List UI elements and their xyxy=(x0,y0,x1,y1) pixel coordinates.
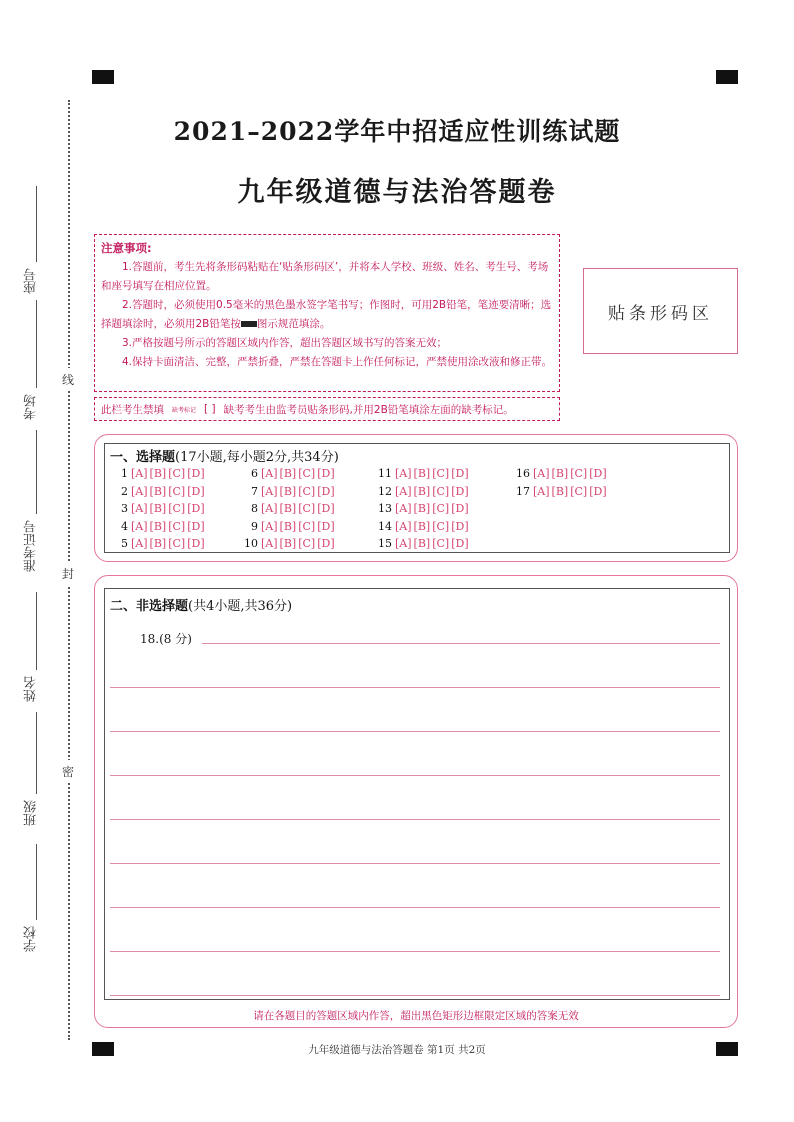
question-number: 17 xyxy=(516,484,530,498)
side-write-line xyxy=(36,430,37,514)
fill-example-icon xyxy=(241,321,257,327)
question-number: 4 xyxy=(121,519,128,533)
registration-mark xyxy=(716,70,738,84)
exam-room-label: 考场 xyxy=(24,394,39,420)
sheet-title: 九年级道德与法治答题卷 xyxy=(237,177,557,208)
answer-bubble[interactable]: [C] xyxy=(168,484,186,498)
answer-bubble[interactable]: [C] xyxy=(168,502,186,515)
choice-question-row xyxy=(508,467,609,480)
question-number: 12 xyxy=(378,484,392,498)
answer-bubble[interactable]: [B] xyxy=(279,484,297,498)
choice-question-row xyxy=(236,520,337,533)
question-number: 8 xyxy=(251,502,258,515)
choice-question-row xyxy=(236,537,337,550)
question-number: 10 xyxy=(244,537,258,550)
answer-bubble[interactable]: [B] xyxy=(279,537,297,550)
answer-bubble[interactable]: [D] xyxy=(451,467,469,480)
answer-bubble[interactable]: [D] xyxy=(187,519,205,533)
side-write-line xyxy=(36,300,37,388)
barcode-area[interactable]: 贴条形码区 xyxy=(583,268,738,354)
answer-bubble[interactable]: [D] xyxy=(187,467,205,480)
choice-question-row xyxy=(236,502,337,515)
answer-bubble[interactable]: [D] xyxy=(317,484,335,498)
answer-bubble[interactable]: [B] xyxy=(149,519,167,533)
question-number: 11 xyxy=(378,467,392,480)
answer-bubble[interactable]: [D] xyxy=(451,484,469,498)
open-section-box xyxy=(104,588,730,1000)
question-18-label: 18.(8 分) xyxy=(140,632,192,646)
absent-row xyxy=(94,397,560,421)
answer-area-warning: 请在各题目的答题区域内作答，超出黑色矩形边框限定区域的答案无效 xyxy=(253,1010,579,1022)
answer-bubble[interactable]: [C] xyxy=(432,519,450,533)
answer-bubble[interactable]: [D] xyxy=(451,502,469,515)
answer-bubble[interactable]: [C] xyxy=(432,502,450,515)
answer-bubble[interactable]: [D] xyxy=(589,467,607,480)
answer-bubble[interactable]: [B] xyxy=(413,484,431,498)
answer-line[interactable] xyxy=(110,687,720,688)
answer-bubble[interactable]: [B] xyxy=(413,537,431,550)
side-write-line xyxy=(36,186,37,262)
choice-question-row xyxy=(236,467,337,480)
seat-number-label: 座号 xyxy=(24,268,39,294)
choice-question-row xyxy=(106,502,207,515)
answer-bubble[interactable]: [A] xyxy=(395,502,412,515)
answer-bubble[interactable]: [B] xyxy=(149,502,167,515)
side-write-line xyxy=(36,592,37,670)
answer-line[interactable] xyxy=(110,951,720,952)
answer-bubble[interactable]: [A] xyxy=(131,467,148,480)
notice-item: 1.答题前，考生先将条形码粘贴在‘贴条形码区’，并将本人学校、班级、姓名、考生号、考场和座号填写在相应位置。 xyxy=(101,261,549,292)
answer-bubble[interactable]: [A] xyxy=(395,519,412,533)
exam-title: 2021–2022学年中招适应性训练试题 xyxy=(173,117,621,146)
choice-question-row xyxy=(106,467,207,480)
answer-bubble[interactable]: [B] xyxy=(149,467,167,480)
choice-question-row xyxy=(106,520,207,533)
answer-line[interactable] xyxy=(110,775,720,776)
class-field[interactable] xyxy=(22,800,42,826)
answer-bubble[interactable]: [D] xyxy=(451,537,469,550)
question-number: 14 xyxy=(378,519,392,533)
answer-bubble[interactable]: [A] xyxy=(261,537,278,550)
question-number: 2 xyxy=(121,484,128,498)
answer-bubble[interactable]: [B] xyxy=(413,502,431,515)
answer-bubble[interactable]: [A] xyxy=(261,467,278,480)
answer-bubble[interactable]: [B] xyxy=(149,537,167,550)
choice-question-row xyxy=(508,485,609,498)
question-number: 6 xyxy=(251,467,258,480)
choice-question-row xyxy=(370,467,471,480)
answer-bubble[interactable]: [C] xyxy=(298,519,316,533)
answer-bubble[interactable]: [D] xyxy=(451,519,469,533)
notice-item: 4.保持卡面清洁、完整，严禁折叠，严禁在答题卡上作任何标记，严禁使用涂改液和修正带。 xyxy=(122,356,553,368)
answer-bubble[interactable]: [C] xyxy=(168,537,186,550)
notice-box xyxy=(94,234,560,392)
answer-bubble[interactable]: [D] xyxy=(187,502,205,515)
choice-question-row xyxy=(236,485,337,498)
notice-title: 注意事项: xyxy=(101,241,152,255)
answer-bubble[interactable]: [A] xyxy=(261,502,278,515)
exam-room-field[interactable] xyxy=(22,394,42,420)
answer-bubble[interactable]: [A] xyxy=(395,537,412,550)
answer-bubble[interactable]: [B] xyxy=(279,519,297,533)
answer-bubble[interactable]: [C] xyxy=(168,467,186,480)
answer-bubble[interactable]: [A] xyxy=(261,484,278,498)
answer-bubble[interactable]: [B] xyxy=(149,484,167,498)
school-label: 学校 xyxy=(24,926,39,952)
answer-line[interactable] xyxy=(110,731,720,732)
answer-bubble[interactable]: [D] xyxy=(317,519,335,533)
choice-section-title: 一、选择题(17小题,每小题2分,共34分) xyxy=(110,450,339,465)
answer-bubble[interactable]: [A] xyxy=(131,519,148,533)
answer-bubble[interactable]: [C] xyxy=(570,484,588,498)
answer-bubble[interactable]: [A] xyxy=(395,467,412,480)
name-field[interactable] xyxy=(22,676,42,702)
question-number: 3 xyxy=(121,502,128,515)
name-label: 姓名 xyxy=(24,676,39,702)
seal-mark-xian: 线 xyxy=(62,368,74,391)
side-write-line xyxy=(36,844,37,920)
answer-bubble[interactable]: [C] xyxy=(432,484,450,498)
answer-bubble[interactable]: [C] xyxy=(298,484,316,498)
question-number: 9 xyxy=(251,519,258,533)
choice-question-row xyxy=(106,537,207,550)
seal-mark-feng: 封 xyxy=(62,562,74,585)
answer-bubble[interactable]: [A] xyxy=(533,484,550,498)
answer-line[interactable] xyxy=(110,995,720,996)
choice-question-row xyxy=(370,485,471,498)
answer-bubble[interactable]: [B] xyxy=(279,467,297,480)
answer-bubble[interactable]: [D] xyxy=(317,537,335,550)
answer-bubble[interactable]: [B] xyxy=(413,467,431,480)
answer-bubble[interactable]: [C] xyxy=(432,537,450,550)
absent-label: 此栏考生禁填 xyxy=(101,403,164,416)
open-section-title: 二、非选择题(共4小题,共36分) xyxy=(110,599,293,614)
answer-bubble[interactable]: [D] xyxy=(317,467,335,480)
question-number: 13 xyxy=(378,502,392,515)
page-footer: 九年级道德与法治答题卷 第1页 共2页 xyxy=(308,1044,486,1056)
notice-item: 2.答题时，必须使用0.5毫米的黑色墨水签字笔书写；作图时，可用2B铅笔，笔迹要清晰；选择题填涂时，必须用2B铅笔按 图示规范填涂。 xyxy=(101,299,552,330)
answer-bubble[interactable]: [A] xyxy=(533,467,550,480)
question-number: 7 xyxy=(251,484,258,498)
seat-number-field[interactable] xyxy=(22,268,42,294)
question-number: 16 xyxy=(516,467,530,480)
notice-item: 3.严格按题号所示的答题区域内作答，超出答题区域书写的答案无效； xyxy=(122,337,448,349)
choice-question-row xyxy=(370,537,471,550)
question-number: 15 xyxy=(378,537,392,550)
side-write-line xyxy=(36,712,37,794)
answer-bubble[interactable]: [A] xyxy=(395,484,412,498)
school-field[interactable] xyxy=(22,926,42,952)
absent-checkbox[interactable]: [ ] xyxy=(204,403,216,415)
answer-bubble[interactable]: [A] xyxy=(261,519,278,533)
answer-bubble[interactable]: [C] xyxy=(298,537,316,550)
admission-number-field[interactable] xyxy=(22,520,42,572)
answer-bubble[interactable]: [D] xyxy=(187,537,205,550)
answer-bubble[interactable]: [C] xyxy=(298,502,316,515)
answer-bubble[interactable]: [A] xyxy=(131,484,148,498)
answer-bubble[interactable]: [D] xyxy=(187,484,205,498)
answer-bubble[interactable]: [A] xyxy=(131,537,148,550)
answer-bubble[interactable]: [A] xyxy=(131,502,148,515)
answer-bubble[interactable]: [B] xyxy=(279,502,297,515)
registration-mark xyxy=(92,70,114,84)
admission-number-label: 准考证号 xyxy=(24,520,39,572)
answer-line[interactable] xyxy=(110,863,720,864)
answer-bubble[interactable]: [C] xyxy=(298,467,316,480)
seal-mark-mi: 密 xyxy=(62,760,74,783)
answer-bubble[interactable]: [C] xyxy=(570,467,588,480)
answer-bubble[interactable]: [B] xyxy=(551,467,569,480)
answer-bubble[interactable]: [B] xyxy=(413,519,431,533)
answer-line[interactable] xyxy=(110,907,720,908)
class-label: 班级 xyxy=(24,800,39,826)
answer-bubble[interactable]: [D] xyxy=(317,502,335,515)
question-number: 5 xyxy=(121,537,128,550)
answer-bubble[interactable]: [C] xyxy=(432,467,450,480)
choice-question-row xyxy=(106,485,207,498)
answer-line[interactable] xyxy=(110,819,720,820)
choice-question-row xyxy=(370,502,471,515)
question-number: 1 xyxy=(121,467,128,480)
absent-mark-label: 缺考标记 xyxy=(172,406,197,414)
answer-line[interactable] xyxy=(202,643,720,644)
choice-question-row xyxy=(370,520,471,533)
answer-bubble[interactable]: [D] xyxy=(589,484,607,498)
answer-bubble[interactable]: [C] xyxy=(168,519,186,533)
answer-bubble[interactable]: [B] xyxy=(551,484,569,498)
absent-text: 缺考考生由监考员贴条形码,并用2B铅笔填涂左面的缺考标记。 xyxy=(223,403,514,416)
